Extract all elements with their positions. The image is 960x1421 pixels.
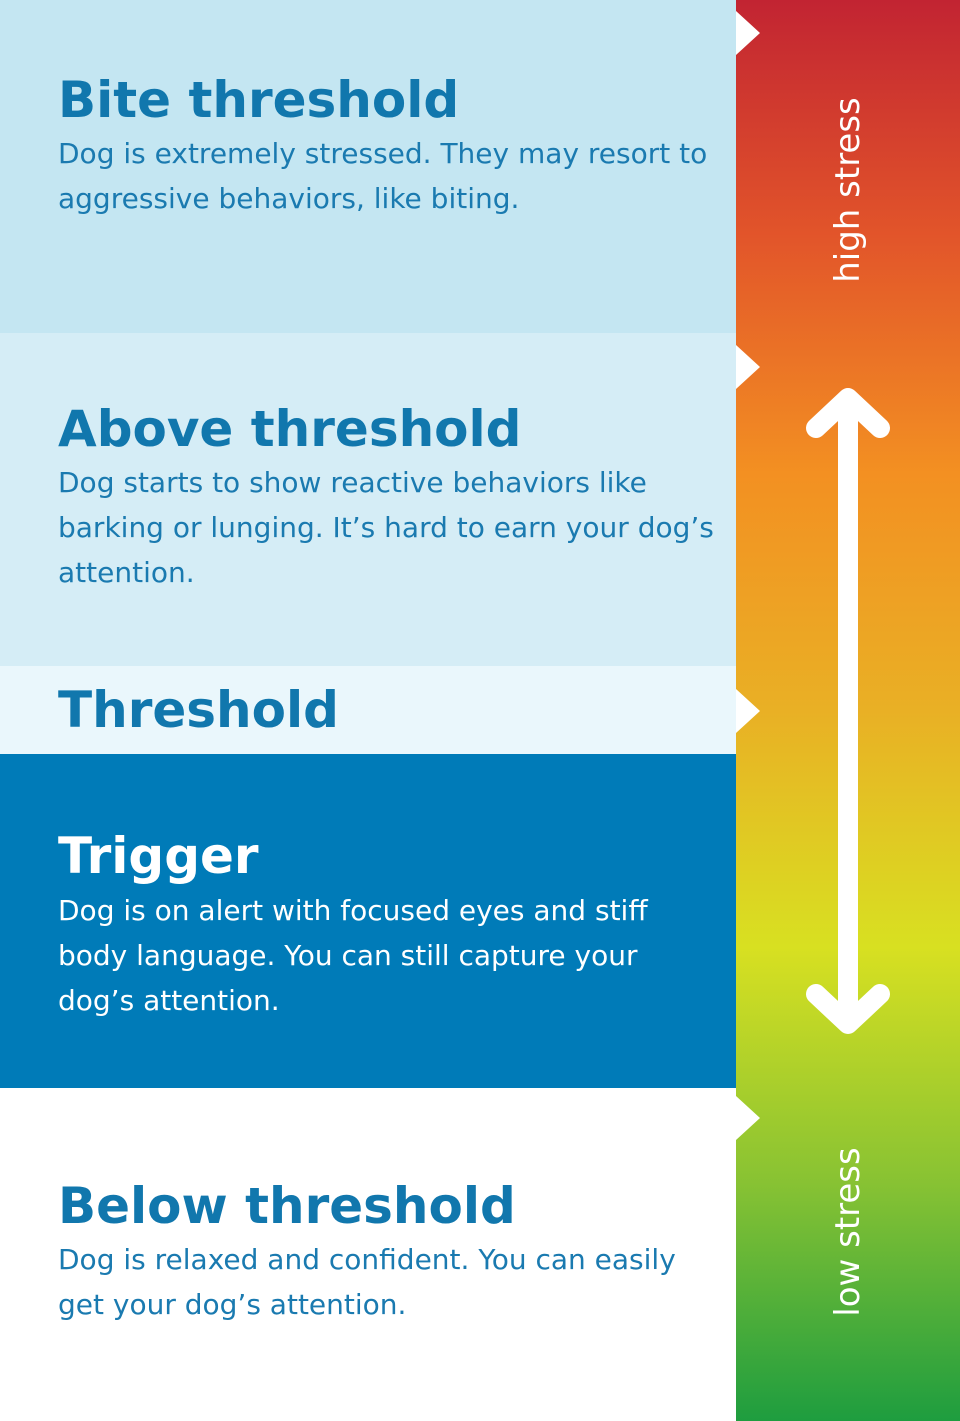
zone-title: Bite threshold bbox=[58, 71, 460, 129]
zone-above-threshold bbox=[0, 333, 736, 666]
high-stress-label: high stress bbox=[828, 97, 868, 283]
zone-description: Dog is relaxed and confident. You can easily get your dog’s attention. bbox=[58, 1243, 676, 1321]
zone-trigger bbox=[0, 754, 736, 1088]
zone-description: Dog is on alert with focused eyes and stiff body language. You can still capture your dog’s attention. bbox=[58, 894, 648, 1017]
stress-scale-bar bbox=[736, 0, 960, 1421]
low-stress-label: low stress bbox=[828, 1147, 868, 1317]
zone-title: Trigger bbox=[58, 827, 259, 885]
zone-title: Above threshold bbox=[58, 400, 522, 458]
zone-description: Dog is extremely stressed. They may resort to aggressive behaviors, like biting. bbox=[58, 137, 708, 215]
zone-title: Below threshold bbox=[58, 1177, 516, 1235]
zone-below-threshold bbox=[0, 1088, 736, 1421]
zone-bite-threshold bbox=[0, 0, 736, 333]
zone-title: Threshold bbox=[58, 681, 339, 739]
zone-threshold bbox=[0, 666, 736, 754]
zone-description: Dog starts to show reactive behaviors like barking or lunging. It’s hard to earn your dog’s attention. bbox=[58, 466, 714, 589]
